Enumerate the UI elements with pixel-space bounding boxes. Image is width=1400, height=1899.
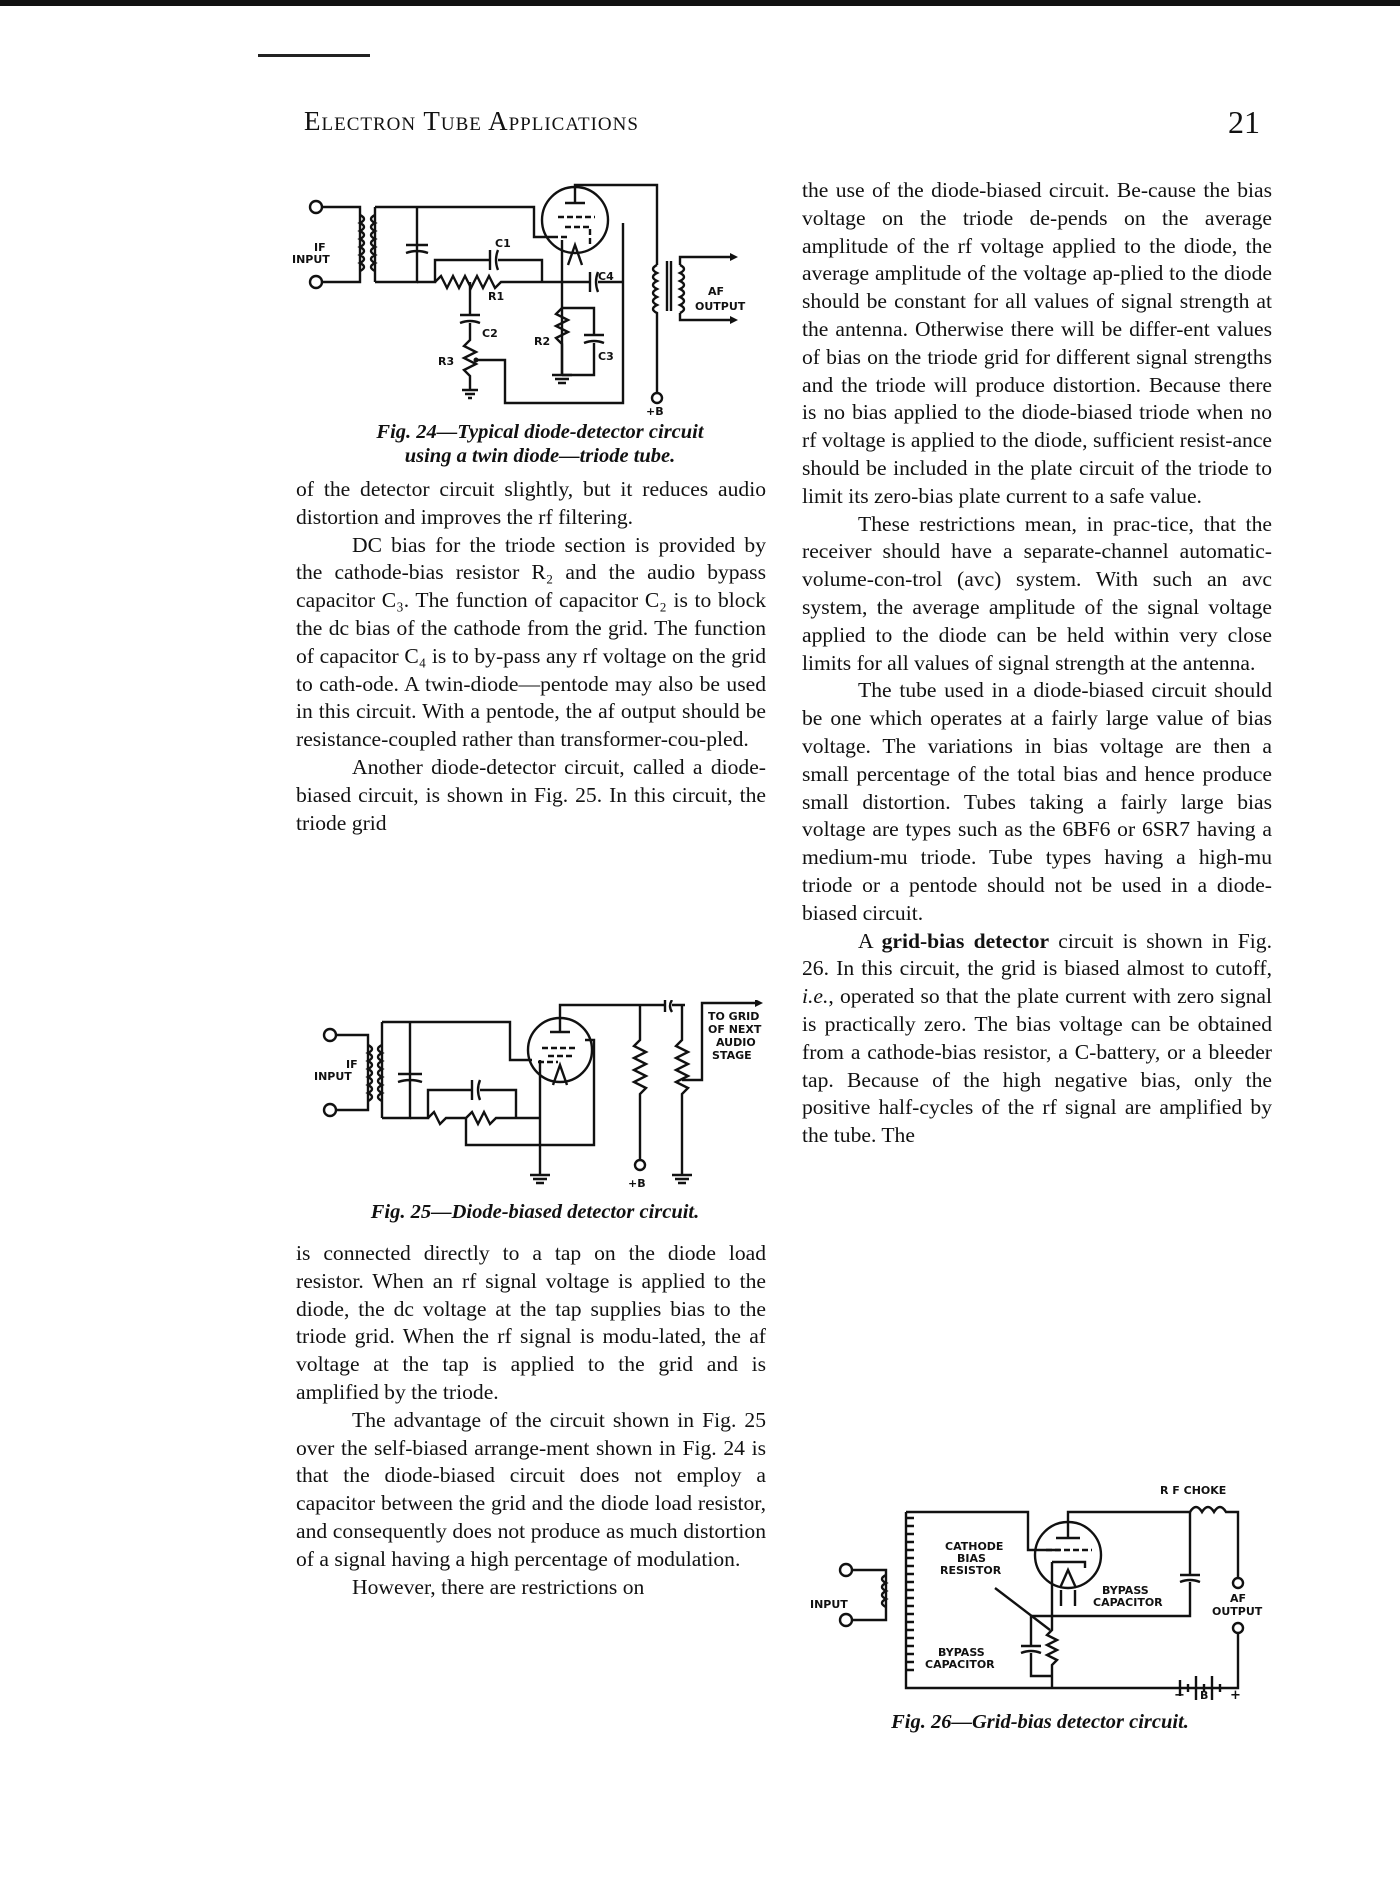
label-b-plus: +B — [646, 405, 664, 415]
label-af: AF — [1230, 1592, 1247, 1605]
left-paragraph-2: DC bias for the triode section is provided by the cathode-bias resistor R₂ and the audio bypass capacitor C₃. The function of capacitor C₂ is to block the dc bias of the cathode from the grid. The function of capacitor C₄ is to by-pass any rf voltage on the grid to cath-ode. A twin-diode—pentode may also be used in this circuit. With a pentode, the af output should be resistance-coupled rather than transformer-cou-pled. — [296, 532, 766, 752]
secondary-coil — [906, 1512, 914, 1678]
figure-24-circuit — [290, 165, 790, 415]
label-bias: BIAS — [957, 1552, 986, 1565]
label-output: OUTPUT — [1212, 1605, 1263, 1618]
p4-rest: , operated so that the plate current with zero signal is practically zero. The bias voltage can be obtained from a cathode-bias resistor, a C-battery, or a bleeder tap. Because of the high negative bias, only the positive half-cycles of the rf signal are amplified by the tube. The — [802, 984, 1272, 1148]
label-input: INPUT — [292, 253, 330, 266]
diode-load-resistor — [428, 1112, 540, 1124]
page-number: 21 — [1228, 104, 1260, 140]
input-terminals — [840, 1564, 886, 1626]
left-paragraph-6: However, there are restrictions on — [352, 1574, 645, 1599]
label-output: OUTPUT — [695, 300, 746, 313]
grid-resistor — [672, 1005, 692, 1183]
tuning-capacitor — [382, 1022, 422, 1118]
label-r1: R1 — [488, 290, 505, 303]
label-bypass-bot-2: CAPACITOR — [925, 1658, 995, 1671]
scan-top-edge — [0, 0, 1400, 6]
label-b-plus: +B — [628, 1177, 646, 1190]
rf-choke — [1190, 1507, 1238, 1578]
label-r2: R2 — [534, 335, 551, 348]
label-c2: C2 — [482, 327, 498, 340]
pointer-arrow — [995, 1588, 1050, 1630]
left-paragraph-5: The advantage of the circuit shown in Fig. 25 over the self-biased arrange-ment shown in Fig. 24 is that the diode-biased circuit does not employ a capacitor between the grid and the diode load resistor, and consequently does not produce as much distortion of a signal having a high percentage of modulation. — [296, 1407, 766, 1571]
label-af: AF — [708, 285, 725, 298]
label-bypass-top-2: CAPACITOR — [1093, 1596, 1163, 1609]
label-to-grid-4: STAGE — [712, 1049, 752, 1062]
diode-filter-capacitor — [410, 1090, 516, 1118]
left-paragraph-4: is connected directly to a tap on the diode load resistor. When an rf signal voltage is applied to the diode, the dc voltage at the tap supplies bias to the triode grid. When the rf signal is modu-lated, the af voltage at the tap is applied to the grid and is amplified by the triode. — [296, 1241, 766, 1404]
label-c3: C3 — [598, 350, 614, 363]
r3-tap-wire — [476, 223, 623, 403]
label-plus: + — [1230, 1688, 1241, 1700]
label-resistor: RESISTOR — [940, 1564, 1002, 1577]
label-to-grid-1: TO GRID — [708, 1010, 760, 1023]
label-minus: − — [1174, 1688, 1185, 1700]
running-head: Electron Tube Applications — [304, 106, 639, 136]
if-transformer-coils — [368, 1022, 382, 1118]
right-paragraph-2: These restrictions mean, in prac-tice, that the receiver should have a separate-channel automatic-volume-con-trol (avc) system. With such an avc system, the average amplitude of the signal voltage applied to the diode can be held within very close limits for all values of signal strength at the antenna. — [802, 511, 1272, 675]
if-transformer-coils — [360, 207, 375, 282]
left-column-bottom — [296, 1240, 766, 1601]
left-paragraph-3: Another diode-detector circuit, called a diode-biased circuit, is shown in Fig. 25. In this circuit, the triode grid — [296, 754, 766, 835]
output-transformer — [652, 253, 738, 403]
tuning-capacitor — [375, 207, 428, 282]
figure-24-caption — [310, 420, 770, 468]
c3-capacitor — [562, 308, 604, 375]
header-rule — [258, 54, 370, 57]
triode-tube — [542, 185, 657, 265]
label-rf-choke: R F CHOKE — [1160, 1484, 1227, 1497]
term-grid-bias-detector: grid-bias detector — [881, 928, 1050, 953]
c2-r3-branch — [460, 282, 480, 398]
p4-lead: A — [858, 928, 882, 953]
label-b: B — [1200, 1689, 1209, 1700]
wire-diode — [375, 207, 552, 237]
label-to-grid-2: OF NEXT — [708, 1023, 762, 1036]
right-paragraph-4 — [802, 928, 1272, 1150]
right-column — [802, 177, 1272, 1150]
label-c1: C1 — [495, 237, 511, 250]
label-to-grid-3: AUDIO — [716, 1036, 756, 1049]
label-c4: C4 — [598, 270, 614, 283]
figure-25-caption: Fig. 25—Diode-biased detector circuit. — [370, 1201, 700, 1223]
label-bypass-top-1: BYPASS — [1102, 1584, 1149, 1597]
right-paragraph-3: The tube used in a diode-biased circuit should be one which operates at a fairly large value of bias voltage. The variations in bias voltage are then a small percentage of the total bias and hence produce small distortion. Tubes taking a fairly large bias voltage are types such as the 6BF6 or 6SR7 having a medium-mu triode. Tube types having a high-mu triode or a pentode should not be used in a diode-biased circuit. — [802, 678, 1272, 925]
figure-25-circuit — [310, 1000, 770, 1200]
label-cathode: CATHODE — [945, 1540, 1004, 1553]
figure-24-caption-line1: Fig. 24—Typical diode-detector circuit — [376, 421, 704, 443]
label-bypass-bot-1: BYPASS — [938, 1646, 985, 1659]
triode-tube — [528, 1005, 665, 1085]
plate-load-resistor — [634, 1005, 646, 1160]
right-paragraph-1: the use of the diode-biased circuit. Be-cause the bias voltage on the triode de-pends on the average amplitude of the rf voltage applied to the diode, the average amplitude of the voltage ap-plied to the diode should be constant for all values of signal strength at the antenna. Otherwise there will be differ-ent values of bias on the triode grid for different signal strengths and the triode will produce distortion. Because there is no bias applied to the diode-biased triode when no rf voltage is applied to the diode, sufficient resist-ance should be included in the plate circuit of the triode to limit its zero-bias plate current to a safe value. — [802, 178, 1272, 508]
term-ie: i.e. — [802, 984, 829, 1009]
p4-mid: circuit is shown in Fig. 26. In this circuit, the grid is biased almost to cutoff, — [802, 928, 1272, 981]
label-if: IF — [346, 1058, 358, 1071]
label-r3: R3 — [438, 355, 455, 368]
figure-24-caption-line2: using a twin diode—triode tube. — [404, 445, 676, 467]
left-column-top — [296, 476, 766, 837]
label-if: IF — [314, 241, 326, 254]
figure-26-caption: Fig. 26—Grid-bias detector circuit. — [891, 1711, 1189, 1733]
label-input: INPUT — [314, 1070, 352, 1083]
label-input: INPUT — [810, 1598, 848, 1611]
left-paragraph-1: of the detector circuit slightly, but it reduces audio distortion and improves the rf filtering. — [296, 477, 766, 529]
figure-26-circuit — [810, 1470, 1270, 1700]
